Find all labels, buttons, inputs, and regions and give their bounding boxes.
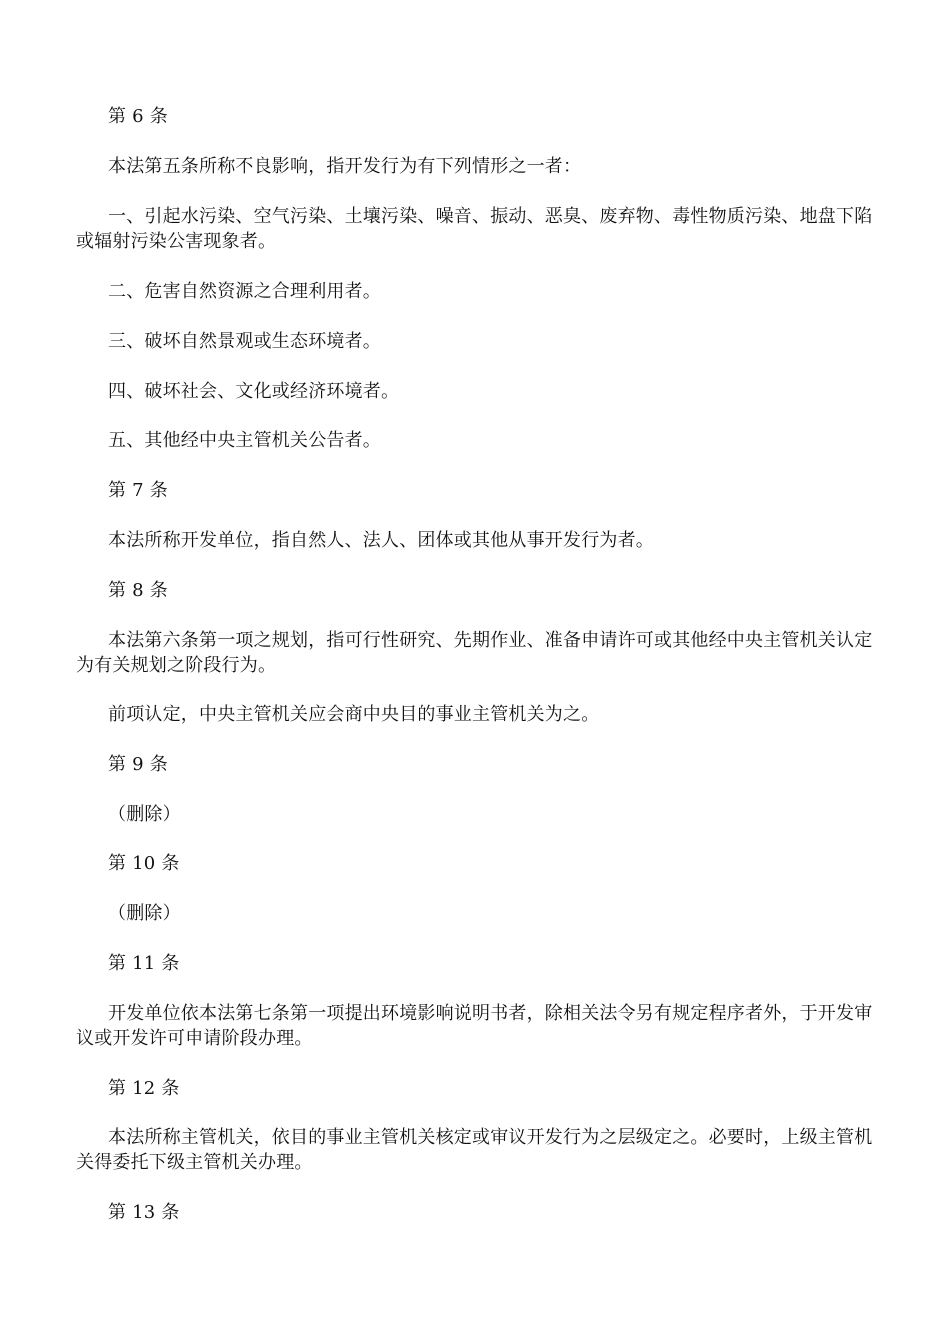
paragraph: 一、引起水污染、空气污染、土壤污染、噪音、振动、恶臭、废弃物、毒性物质污染、地盘下陷或辐射污染公害现象者。: [76, 206, 873, 252]
article-heading-12: 第 12 条: [108, 1078, 180, 1099]
article-heading-13: 第 13 条: [108, 1202, 180, 1223]
article-heading-9: 第 9 条: [108, 754, 168, 775]
paragraph: 三、破坏自然景观或生态环境者。: [108, 331, 381, 352]
paragraph: 本法所称开发单位，指自然人、法人、团体或其他从事开发行为者。: [108, 530, 654, 551]
paragraph: 本法所称主管机关，依目的事业主管机关核定或审议开发行为之层级定之。必要时，上级主管机关得委托下级主管机关办理。: [76, 1127, 873, 1173]
article-heading-8: 第 8 条: [108, 580, 168, 601]
article-heading-10: 第 10 条: [108, 853, 180, 874]
deleted-note: （删除）: [108, 804, 181, 825]
article-heading-7: 第 7 条: [108, 480, 168, 501]
article-heading-6: 第 6 条: [108, 106, 168, 127]
paragraph: 开发单位依本法第七条第一项提出环境影响说明书者，除相关法令另有规定程序者外，于开发审议或开发许可申请阶段办理。: [76, 1003, 873, 1049]
paragraph: 五、其他经中央主管机关公告者。: [108, 430, 381, 451]
paragraph: 四、破坏社会、文化或经济环境者。: [108, 381, 400, 402]
article-heading-11: 第 11 条: [108, 953, 180, 974]
paragraph: 本法第五条所称不良影响，指开发行为有下列情形之一者：: [108, 156, 582, 177]
paragraph: 二、危害自然资源之合理利用者。: [108, 281, 381, 302]
paragraph: 本法第六条第一项之规划，指可行性研究、先期作业、准备申请许可或其他经中央主管机关认定为有关规划之阶段行为。: [76, 630, 873, 676]
deleted-note: （删除）: [108, 903, 181, 924]
paragraph: 前项认定，中央主管机关应会商中央目的事业主管机关为之。: [108, 704, 600, 725]
